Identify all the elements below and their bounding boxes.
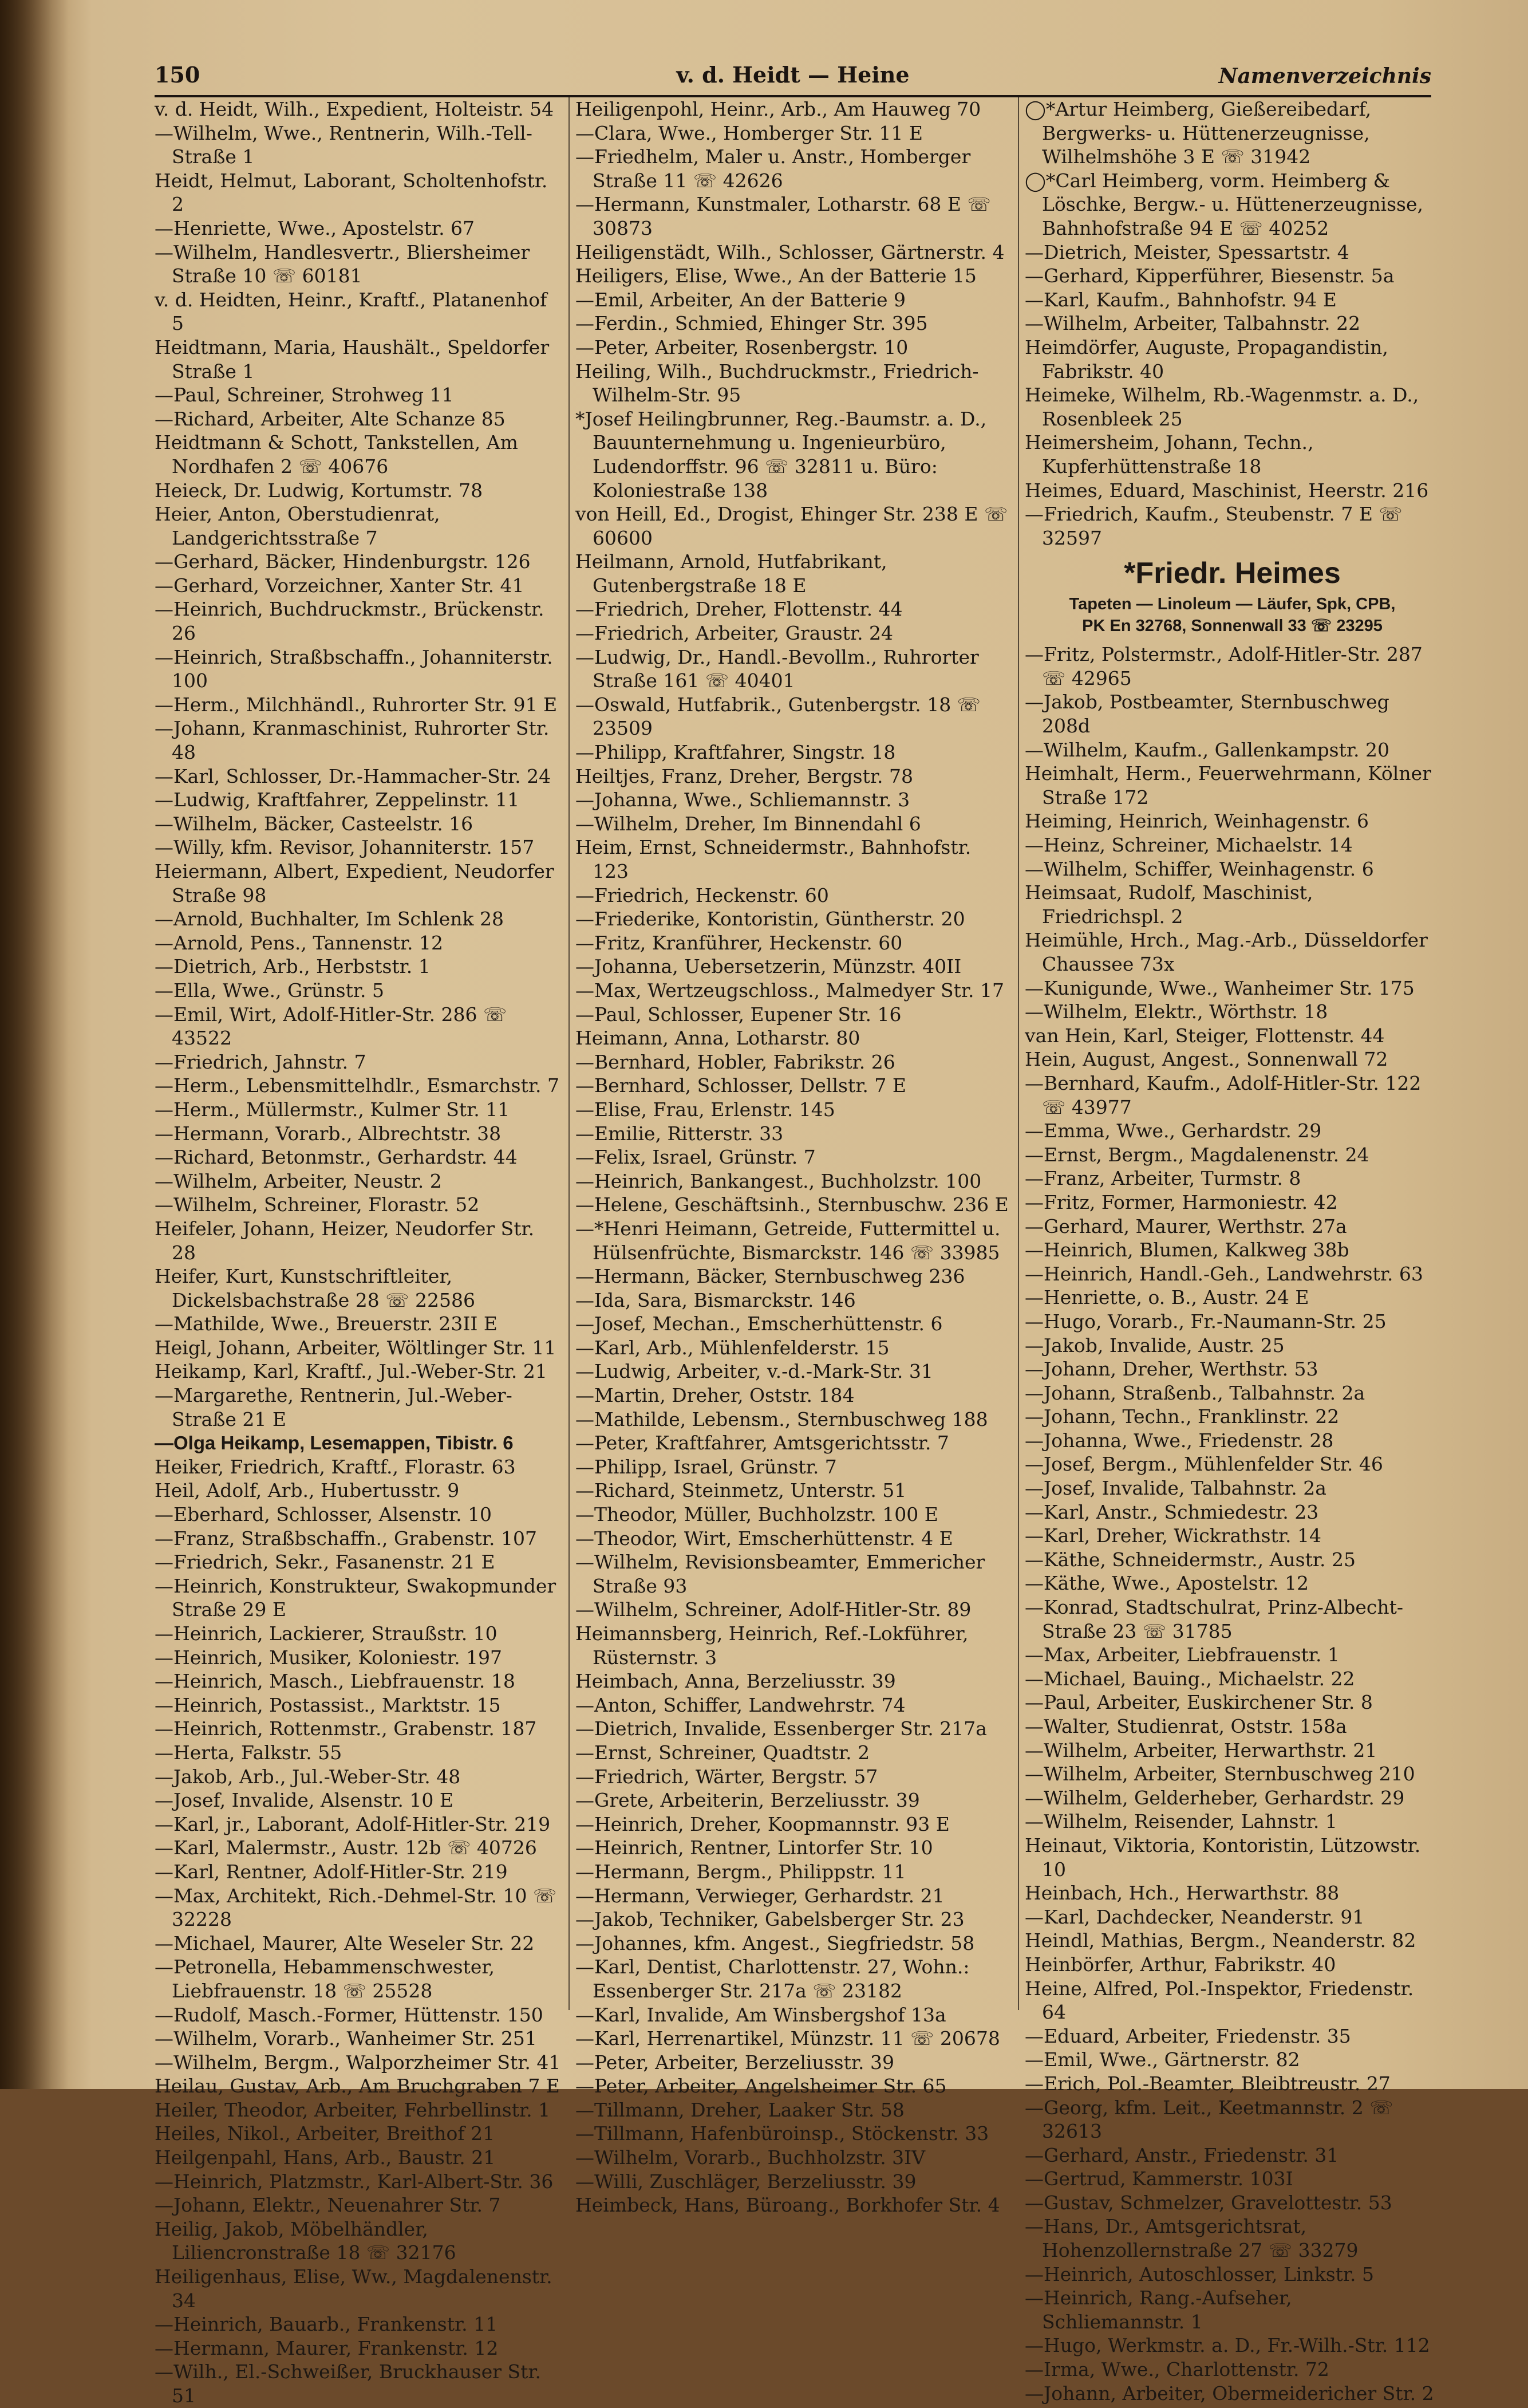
directory-entry: —Hermann, Maurer, Frankenstr. 12 <box>155 2336 499 2359</box>
directory-entry: —Friedrich, Kaufm., Steubenstr. 7 E ☏ 32597 <box>1025 503 1403 549</box>
directory-entry: Heindl, Mathias, Bergm., Neanderstr. 82 <box>1025 1929 1416 1952</box>
directory-entry: —Hermann, Bergm., Philippstr. 11 <box>575 1860 906 1883</box>
directory-entry: —Wilhelm, Schreiner, Florastr. 52 <box>155 1193 480 1216</box>
directory-entry: —Dietrich, Invalide, Essenberger Str. 217a <box>575 1717 987 1740</box>
section-title: Namenverzeichnis <box>1218 64 1431 88</box>
directory-entry: —Johann, Arbeiter, Obermeidericher Str. 2 <box>1025 2382 1434 2405</box>
ad-title: *Friedr. Heimes <box>1124 557 1341 590</box>
directory-entry: —Tillmann, Hafenbüroinsp., Stöckenstr. 33 <box>575 2122 989 2145</box>
directory-entry: Heilau, Gustav, Arb., Am Bruchgraben 7 E <box>155 2075 560 2098</box>
book-spine-shadow <box>0 0 69 2089</box>
directory-entry: —Peter, Arbeiter, Berzeliusstr. 39 <box>575 2051 894 2074</box>
directory-entry: —Gerhard, Maurer, Werthstr. 27a <box>1025 1215 1347 1238</box>
directory-entry: —Emil, Wirt, Adolf-Hitler-Str. 286 ☏ 43522 <box>155 1003 507 1050</box>
directory-entry: —Konrad, Stadtschulrat, Prinz-Albecht-Straße 23 ☏ 31785 <box>1025 1596 1404 1642</box>
directory-entry: —Bernhard, Schlosser, Dellstr. 7 E <box>575 1074 906 1097</box>
directory-entry: —Johann, Kranmaschinist, Ruhrorter Str. 48 <box>155 717 550 764</box>
directory-entry: —Johanna, Wwe., Friedenstr. 28 <box>1025 1429 1334 1452</box>
directory-entry: —*Henri Heimann, Getreide, Futtermittel u. Hülsenfrüchte, Bismarckstr. 146 ☏ 33985 <box>575 1217 1001 1264</box>
directory-entry: —Wilhelm, Kaufm., Gallenkampstr. 20 <box>1025 738 1389 761</box>
directory-entry: —Ludwig, Arbeiter, v.-d.-Mark-Str. 31 <box>575 1360 933 1383</box>
directory-entry: Heiles, Nikol., Arbeiter, Breithof 21 <box>155 2122 495 2145</box>
directory-entry: Heil, Adolf, Arb., Hubertusstr. 9 <box>155 1479 460 1502</box>
directory-entry: —Johannes, kfm. Angest., Siegfriedstr. 58 <box>575 1932 975 1954</box>
directory-entry: —Wilhelm, Elektr., Wörthstr. 18 <box>1025 1000 1328 1023</box>
directory-entry: —Johann, Techn., Franklinstr. 22 <box>1025 1405 1340 1428</box>
directory-entry: —Helene, Geschäftsinh., Sternbuschw. 236 E <box>575 1193 1009 1216</box>
directory-entry: —Johann, Dreher, Werthstr. 53 <box>1025 1358 1318 1381</box>
directory-entry: —Josef, Invalide, Talbahnstr. 2a <box>1025 1477 1326 1500</box>
directory-entry: —Hugo, Werkmstr. a. D., Fr.-Wilh.-Str. 112 <box>1025 2334 1430 2357</box>
directory-entry: —Michael, Bauing., Michaelstr. 22 <box>1025 1667 1355 1690</box>
directory-entry: —Friederike, Kontoristin, Güntherstr. 20 <box>575 908 965 931</box>
directory-entry: —Fritz, Kranführer, Heckenstr. 60 <box>575 931 903 954</box>
directory-entry: —Wilhelm, Schiffer, Weinhagenstr. 6 <box>1025 857 1374 880</box>
directory-entry: Heigl, Johann, Arbeiter, Wöltlinger Str. 11 <box>155 1336 556 1359</box>
directory-entry: —Willi, Zuschläger, Berzeliusstr. 39 <box>575 2170 917 2193</box>
directory-entry: —Heinz, Schreiner, Michaelstr. 14 <box>1025 834 1353 857</box>
column-3-bottom-entries <box>1025 643 1440 2405</box>
directory-entry: Heimannsberg, Heinrich, Ref.-Lokführer, Rüsternstr. 3 <box>575 1622 969 1669</box>
directory-entry: —Heinrich, Rentner, Lintorfer Str. 10 <box>575 1836 933 1859</box>
directory-entry: Heim, Ernst, Schneidermstr., Bahnhofstr. 123 <box>575 836 972 882</box>
directory-entry: —Heinrich, Bankangest., Buchholzstr. 100 <box>575 1169 982 1192</box>
directory-entry: —Heinrich, Handl.-Geh., Landwehrstr. 63 <box>1025 1262 1423 1285</box>
directory-entry: van Hein, Karl, Steiger, Flottenstr. 44 <box>1025 1024 1385 1047</box>
directory-entry: —Philipp, Kraftfahrer, Singstr. 18 <box>575 741 896 764</box>
directory-entry: —Oswald, Hutfabrik., Gutenbergstr. 18 ☏ 23509 <box>575 693 981 740</box>
directory-entry: —Ida, Sara, Bismarckstr. 146 <box>575 1288 856 1311</box>
directory-entry: Heilig, Jakob, Möbelhändler, Liliencronstraße 18 ☏ 32176 <box>155 2217 456 2264</box>
directory-entry: Heimhalt, Herm., Feuerwehrmann, Kölner Straße 172 <box>1025 762 1431 809</box>
directory-entry: —Wilhelm, Bäcker, Casteelstr. 16 <box>155 812 473 835</box>
directory-entry: ◯*Carl Heimberg, vorm. Heimberg & Löschke, Bergw.- u. Hüttenerzeugnisse, Bahnhofstraße 94 E ☏ 40252 <box>1025 169 1423 239</box>
directory-entry: v. d. Heidten, Heinr., Kraftf., Platanenhof 5 <box>155 288 547 335</box>
directory-entry: —Hermann, Bäcker, Sternbuschweg 236 <box>575 1265 965 1288</box>
directory-entry: Heiler, Theodor, Arbeiter, Fehrbellinstr. 1 <box>155 2098 551 2121</box>
directory-entry: —Arnold, Buchhalter, Im Schlenk 28 <box>155 908 504 931</box>
directory-entry: —Jakob, Invalide, Austr. 25 <box>1025 1334 1285 1357</box>
directory-entry: —Hans, Dr., Amtsgerichtsrat, Hohenzollernstraße 27 ☏ 33279 <box>1025 2215 1359 2262</box>
directory-entry: —Richard, Betonmstr., Gerhardstr. 44 <box>155 1146 518 1169</box>
directory-entry: —Ferdin., Schmied, Ehinger Str. 395 <box>575 312 928 335</box>
page-number: 150 <box>155 62 200 88</box>
directory-entry: —Friedrich, Wärter, Bergstr. 57 <box>575 1765 878 1788</box>
directory-entry: Heine, Alfred, Pol.-Inspektor, Friedenstr. 64 <box>1025 1977 1414 2024</box>
directory-entry: Hein, August, Angest., Sonnenwall 72 <box>1025 1048 1388 1071</box>
directory-entry: Heiligers, Elise, Wwe., An der Batterie 15 <box>575 265 977 287</box>
directory-entry: —Gerhard, Kipperführer, Biesenstr. 5a <box>1025 265 1395 287</box>
directory-entry: —Johann, Straßenb., Talbahnstr. 2a <box>1025 1381 1365 1404</box>
directory-entry: —Max, Arbeiter, Liebfrauenstr. 1 <box>1025 1644 1340 1666</box>
directory-entry: —Wilhelm, Dreher, Im Binnendahl 6 <box>575 812 921 835</box>
directory-entry: —Friedrich, Arbeiter, Graustr. 24 <box>575 622 894 645</box>
directory-entry: —Wilhelm, Arbeiter, Talbahnstr. 22 <box>1025 312 1361 335</box>
directory-entry: —Josef, Mechan., Emscherhüttenstr. 6 <box>575 1313 943 1335</box>
directory-entry: —Theodor, Müller, Buchholzstr. 100 E <box>575 1503 938 1526</box>
directory-entry: Heimbach, Anna, Berzeliusstr. 39 <box>575 1670 896 1693</box>
directory-entry: —Karl, Invalide, Am Winsbergshof 13a <box>575 2003 946 2026</box>
directory-entry: v. d. Heidt, Wilh., Expedient, Holteistr. 54 <box>155 98 554 120</box>
directory-entry: —Erich, Pol.-Beamter, Bleibtreustr. 27 <box>1025 2072 1391 2095</box>
page-header <box>155 60 1431 97</box>
directory-entry: —Wilhelm, Wwe., Rentnerin, Wilh.-Tell-Straße 1 <box>155 121 532 168</box>
directory-entry: —Walter, Studienrat, Oststr. 158a <box>1025 1715 1347 1737</box>
directory-entry: —Heinrich, Autoschlosser, Linkstr. 5 <box>1025 2263 1375 2285</box>
directory-entry: —Friedhelm, Maler u. Anstr., Homberger Straße 11 ☏ 42626 <box>575 145 971 192</box>
directory-entry: —Dietrich, Meister, Spessartstr. 4 <box>1025 241 1349 263</box>
directory-entry: —Bernhard, Hobler, Fabrikstr. 26 <box>575 1050 895 1073</box>
directory-entry: —Peter, Arbeiter, Rosenbergstr. 10 <box>575 336 909 358</box>
directory-entry: —Mathilde, Lebensm., Sternbuschweg 188 <box>575 1408 988 1430</box>
directory-entry: —Heinrich, Dreher, Koopmannstr. 93 E <box>575 1812 950 1835</box>
directory-entry: —Wilhelm, Arbeiter, Neustr. 2 <box>155 1169 442 1192</box>
directory-entry: —Gerhard, Vorzeichner, Xanter Str. 41 <box>155 574 524 597</box>
directory-entry: Heiling, Wilh., Buchdruckmstr., Friedrich-Wilhelm-Str. 95 <box>575 360 979 407</box>
directory-entry: —Paul, Schlosser, Eupener Str. 16 <box>575 1003 902 1026</box>
column-3 <box>1025 97 1440 2405</box>
directory-entry: ◯*Artur Heimberg, Gießereibedarf, Bergwerks- u. Hüttenerzeugnisse, Wilhelmshöhe 3 E ☏ 31942 <box>1025 98 1372 168</box>
directory-entry: —Elise, Frau, Erlenstr. 145 <box>575 1098 835 1121</box>
directory-entry: —Jakob, Postbeamter, Sternbuschweg 208d <box>1025 691 1389 738</box>
directory-entry: —Franz, Arbeiter, Turmstr. 8 <box>1025 1167 1301 1190</box>
directory-entry: —Gerhard, Anstr., Friedenstr. 31 <box>1025 2143 1339 2166</box>
directory-entry: —Martin, Dreher, Oststr. 184 <box>575 1384 855 1407</box>
directory-entry: —Wilhelm, Bergm., Walporzheimer Str. 41 <box>155 2051 561 2074</box>
directory-entry: —Friedrich, Jahnstr. 7 <box>155 1050 366 1073</box>
directory-entry: —Emilie, Ritterstr. 33 <box>575 1122 784 1145</box>
directory-entry: —Wilhelm, Arbeiter, Sternbuschweg 210 <box>1025 1763 1415 1786</box>
directory-entry: —Johann, Elektr., Neuenahrer Str. 7 <box>155 2194 501 2217</box>
directory-entry: —Hermann, Vorarb., Albrechtstr. 38 <box>155 1122 502 1145</box>
directory-entry: —Wilhelm, Vorarb., Wanheimer Str. 251 <box>155 2027 537 2050</box>
directory-entry: —Clara, Wwe., Homberger Str. 11 E <box>575 121 923 144</box>
directory-entry: —Karl, Malermstr., Austr. 12b ☏ 40726 <box>155 1836 537 1859</box>
directory-entry: —Wilhelm, Gelderheber, Gerhardstr. 29 <box>1025 1786 1405 1809</box>
directory-entry: —Henriette, Wwe., Apostelstr. 67 <box>155 216 475 239</box>
directory-entry: —Georg, kfm. Leit., Keetmannstr. 2 ☏ 32613 <box>1025 2096 1393 2143</box>
directory-entry: Heiligenhaus, Elise, Ww., Magdalenenstr. 34 <box>155 2265 552 2312</box>
directory-entry: —Friedrich, Heckenstr. 60 <box>575 884 829 907</box>
directory-entry: Heikamp, Karl, Kraftf., Jul.-Weber-Str. 21 <box>155 1360 547 1383</box>
directory-entry: Heilgenpahl, Hans, Arb., Baustr. 21 <box>155 2146 496 2169</box>
directory-entry: Heiltjes, Franz, Dreher, Bergstr. 78 <box>575 764 913 787</box>
directory-entry: —Peter, Kraftfahrer, Amtsgerichtsstr. 7 <box>575 1432 949 1455</box>
directory-entry: —Herta, Falkstr. 55 <box>155 1741 342 1764</box>
directory-entry: Heimühle, Hrch., Mag.-Arb., Düsseldorfer Chaussee 73x <box>1025 929 1428 975</box>
directory-entry: —Eberhard, Schlosser, Alsenstr. 10 <box>155 1503 492 1526</box>
directory-entry: Heimsaat, Rudolf, Maschinist, Friedrichspl. 2 <box>1025 881 1313 928</box>
directory-entry: —Heinrich, Konstrukteur, Swakopmunder Straße 29 E <box>155 1574 556 1621</box>
directory-entry: Heimes, Eduard, Maschinist, Heerstr. 216 <box>1025 479 1429 502</box>
directory-entry: —Philipp, Israel, Grünstr. 7 <box>575 1455 837 1478</box>
column-1 <box>155 97 564 2407</box>
ad-line-1: Tapeten — Linoleum — Läufer, Spk, CPB, <box>1069 595 1396 614</box>
directory-entry: —Wilhelm, Reisender, Lahnstr. 1 <box>1025 1810 1337 1833</box>
directory-entry: Heidtmann & Schott, Tankstellen, Am Nordhafen 2 ☏ 40676 <box>155 431 518 478</box>
directory-entry: —Heinrich, Lackierer, Straußstr. 10 <box>155 1622 498 1645</box>
directory-entry: —Hugo, Vorarb., Fr.-Naumann-Str. 25 <box>1025 1310 1387 1333</box>
directory-entry: —Irma, Wwe., Charlottenstr. 72 <box>1025 2358 1329 2381</box>
directory-entry: —Arnold, Pens., Tannenstr. 12 <box>155 931 444 954</box>
directory-entry: Heifeler, Johann, Heizer, Neudorfer Str. 28 <box>155 1217 535 1264</box>
directory-entry: —Richard, Steinmetz, Unterstr. 51 <box>575 1479 907 1502</box>
directory-entry: —Henriette, o. B., Austr. 24 E <box>1025 1286 1309 1309</box>
directory-entry: —Ella, Wwe., Grünstr. 5 <box>155 979 384 1002</box>
directory-entry: —Friedrich, Sekr., Fasanenstr. 21 E <box>155 1551 495 1574</box>
directory-entry: —Emil, Arbeiter, An der Batterie 9 <box>575 288 906 311</box>
directory-entry: —Josef, Invalide, Alsenstr. 10 E <box>155 1789 453 1812</box>
directory-entry: —Richard, Arbeiter, Alte Schanze 85 <box>155 407 506 430</box>
directory-entry: —Gertrud, Kammerstr. 103I <box>1025 2167 1293 2190</box>
directory-entry: —Herm., Milchhändl., Ruhrorter Str. 91 E <box>155 693 558 716</box>
directory-entry: —Eduard, Arbeiter, Friedenstr. 35 <box>1025 2024 1351 2047</box>
directory-entry: —Gerhard, Bäcker, Hindenburgstr. 126 <box>155 550 531 573</box>
directory-entry: Heidt, Helmut, Laborant, Scholtenhofstr. 2 <box>155 169 548 216</box>
directory-entry: —Herm., Lebensmittelhdlr., Esmarchstr. 7 <box>155 1074 559 1097</box>
directory-entry: —Karl, Herrenartikel, Münzstr. 11 ☏ 20678 <box>575 2027 1000 2050</box>
column-divider-1 <box>568 97 570 2010</box>
directory-entry: —Petronella, Hebammenschwester, Liebfrauenstr. 18 ☏ 25528 <box>155 1956 495 2002</box>
directory-entry: —Tillmann, Dreher, Laaker Str. 58 <box>575 2098 905 2121</box>
directory-entry: —Paul, Schreiner, Strohweg 11 <box>155 384 454 407</box>
directory-entry: —Emil, Wwe., Gärtnerstr. 82 <box>1025 2048 1300 2071</box>
directory-entry: —Emma, Wwe., Gerhardstr. 29 <box>1025 1120 1322 1142</box>
directory-entry: —Hermann, Verwieger, Gerhardstr. 21 <box>575 1884 945 1907</box>
running-title: v. d. Heidt — Heine <box>676 62 910 88</box>
directory-entry: —Heinrich, Postassist., Marktstr. 15 <box>155 1693 501 1716</box>
directory-entry: —Johanna, Wwe., Schliemannstr. 3 <box>575 789 910 811</box>
directory-entry: —Heinrich, Platzmstr., Karl-Albert-Str. 36 <box>155 2170 554 2193</box>
directory-entry: —Wilhelm, Handlesvertr., Bliersheimer Straße 10 ☏ 60181 <box>155 241 530 287</box>
directory-entry: —Bernhard, Kaufm., Adolf-Hitler-Str. 122 ☏ 43977 <box>1025 1071 1422 1118</box>
directory-entry: Heimdörfer, Auguste, Propagandistin, Fabrikstr. 40 <box>1025 336 1388 383</box>
ad-line-2: PK En 32768, Sonnenwall 33 ☏ 23295 <box>1082 617 1383 636</box>
directory-entry: Heinbach, Hch., Herwarthstr. 88 <box>1025 1882 1340 1905</box>
directory-entry: Heiming, Heinrich, Weinhagenstr. 6 <box>1025 810 1369 833</box>
directory-entry: Heinaut, Viktoria, Kontoristin, Lützowstr. 10 <box>1025 1834 1421 1881</box>
directory-entry: von Heill, Ed., Drogist, Ehinger Str. 238 E ☏ 60600 <box>575 503 1008 549</box>
directory-entry: —Michael, Maurer, Alte Weseler Str. 22 <box>155 1932 535 1954</box>
directory-entry: —Jakob, Arb., Jul.-Weber-Str. 48 <box>155 1765 461 1788</box>
directory-entry: —Dietrich, Arb., Herbststr. 1 <box>155 955 431 978</box>
directory-entry: —Karl, Schlosser, Dr.-Hammacher-Str. 24 <box>155 764 551 787</box>
directory-entry: —Wilhelm, Vorarb., Buchholzstr. 3IV <box>575 2146 926 2169</box>
directory-entry: —Herm., Müllermstr., Kulmer Str. 11 <box>155 1098 510 1121</box>
directory-entry: —Wilhelm, Revisionsbeamter, Emmericher Straße 93 <box>575 1551 985 1597</box>
directory-entry: *Josef Heilingbrunner, Reg.-Baumstr. a. D., Bauunternehmung u. Ingenieurbüro, Ludendorffstr. 96 ☏ 32811 u. Büro: Koloniestraße 138 <box>575 407 987 502</box>
directory-entry: Heimersheim, Johann, Techn., Kupferhüttenstraße 18 <box>1025 431 1314 478</box>
directory-entry: —Heinrich, Masch., Liebfrauenstr. 18 <box>155 1670 515 1693</box>
directory-entry: —Heinrich, Bauarb., Frankenstr. 11 <box>155 2313 498 2336</box>
directory-entry: —Gustav, Schmelzer, Gravelottestr. 53 <box>1025 2191 1392 2214</box>
directory-entry: —Wilhelm, Arbeiter, Herwarthstr. 21 <box>1025 1739 1377 1761</box>
directory-entry: Heilmann, Arnold, Hutfabrikant, Gutenbergstraße 18 E <box>575 550 887 597</box>
directory-entry: —Käthe, Wwe., Apostelstr. 12 <box>1025 1572 1309 1595</box>
directory-entry: Heimbeck, Hans, Büroang., Borkhofer Str. 4 <box>575 2194 1000 2217</box>
directory-entry: Heifer, Kurt, Kunstschriftleiter, Dickelsbachstraße 28 ☏ 22586 <box>155 1265 475 1311</box>
directory-entry: —Karl, Anstr., Schmiedestr. 23 <box>1025 1500 1319 1523</box>
directory-entry: —Karl, Dachdecker, Neanderstr. 91 <box>1025 1905 1365 1928</box>
directory-entry: Heimann, Anna, Lotharstr. 80 <box>575 1027 860 1050</box>
directory-entry: —Heinrich, Buchdruckmstr., Brückenstr. 26 <box>155 598 544 645</box>
directory-entry: —Johanna, Uebersetzerin, Münzstr. 40II <box>575 955 962 978</box>
directory-entry: —Wilhelm, Schreiner, Adolf-Hitler-Str. 89 <box>575 1598 972 1621</box>
directory-entry: —Max, Architekt, Rich.-Dehmel-Str. 10 ☏ 32228 <box>155 1884 557 1931</box>
directory-entry: —Olga Heikamp, Lesemappen, Tibistr. 6 <box>155 1432 514 1454</box>
directory-entry: —Peter, Arbeiter, Angelsheimer Str. 65 <box>575 2075 947 2098</box>
directory-entry: —Rudolf, Masch.-Former, Hüttenstr. 150 <box>155 2003 543 2026</box>
directory-entry: —Kunigunde, Wwe., Wanheimer Str. 175 <box>1025 976 1415 999</box>
directory-entry: —Karl, Kaufm., Bahnhofstr. 94 E <box>1025 288 1337 311</box>
directory-entry: —Heinrich, Rottenmstr., Grabenstr. 187 <box>155 1717 537 1740</box>
directory-entry: —Hermann, Kunstmaler, Lotharstr. 68 E ☏ 30873 <box>575 193 991 239</box>
directory-entry: —Wilh., El.-Schweißer, Bruckhauser Str. 51 <box>155 2360 542 2407</box>
directory-entry: —Ernst, Bergm., Magdalenenstr. 24 <box>1025 1143 1369 1166</box>
column-divider-2 <box>1018 97 1019 2010</box>
directory-entry: —Karl, Arb., Mühlenfelderstr. 15 <box>575 1336 890 1359</box>
directory-entry: —Heinrich, Musiker, Koloniestr. 197 <box>155 1646 503 1669</box>
directory-entry: —Grete, Arbeiterin, Berzeliusstr. 39 <box>575 1789 920 1812</box>
directory-entry: —Ernst, Schreiner, Quadtstr. 2 <box>575 1741 870 1764</box>
directory-entry: —Ludwig, Dr., Handl.-Bevollm., Ruhrorter Straße 161 ☏ 40401 <box>575 645 979 692</box>
directory-entry: —Heinrich, Straßbschaffn., Johanniterstr. 100 <box>155 645 553 692</box>
directory-entry: —Josef, Bergm., Mühlenfelder Str. 46 <box>1025 1453 1383 1476</box>
directory-entry: Heidtmann, Maria, Haushält., Speldorfer Straße 1 <box>155 336 550 383</box>
directory-entry: —Karl, jr., Laborant, Adolf-Hitler-Str. 219 <box>155 1812 551 1835</box>
directory-entry: Heiker, Friedrich, Kraftf., Florastr. 63 <box>155 1455 516 1478</box>
directory-entry: Heinbörfer, Arthur, Fabrikstr. 40 <box>1025 1953 1336 1976</box>
directory-entry: —Fritz, Polstermstr., Adolf-Hitler-Str. 287 ☏ 42965 <box>1025 643 1423 689</box>
advertisement <box>1025 550 1440 643</box>
directory-entry: —Willy, kfm. Revisor, Johanniterstr. 157 <box>155 836 535 859</box>
column-3-top-entries <box>1025 97 1440 550</box>
directory-entry: Heiermann, Albert, Expedient, Neudorfer Straße 98 <box>155 860 554 907</box>
directory-entry: —Ludwig, Kraftfahrer, Zeppelinstr. 11 <box>155 789 520 811</box>
directory-entry: —Heinrich, Blumen, Kalkweg 38b <box>1025 1239 1349 1262</box>
directory-entry: Heimeke, Wilhelm, Rb.-Wagenmstr. a. D., Rosenbleek 25 <box>1025 384 1419 430</box>
directory-entry: —Heinrich, Rang.-Aufseher, Schliemannstr. 1 <box>1025 2287 1292 2333</box>
directory-entry: Heieck, Dr. Ludwig, Kortumstr. 78 <box>155 479 483 502</box>
directory-entry: —Fritz, Former, Harmoniestr. 42 <box>1025 1191 1338 1213</box>
directory-entry: —Theodor, Wirt, Emscherhüttenstr. 4 E <box>575 1527 953 1550</box>
directory-entry: —Mathilde, Wwe., Breuerstr. 23II E <box>155 1313 498 1335</box>
directory-entry: —Jakob, Techniker, Gabelsberger Str. 23 <box>575 1908 965 1931</box>
directory-entry: —Friedrich, Dreher, Flottenstr. 44 <box>575 598 903 621</box>
directory-entry: —Max, Wertzeugschloss., Malmedyer Str. 17 <box>575 979 1004 1002</box>
column-2 <box>575 97 1010 2217</box>
directory-entry: —Karl, Rentner, Adolf-Hitler-Str. 219 <box>155 1860 508 1883</box>
directory-entry: —Margarethe, Rentnerin, Jul.-Weber-Straße 21 E <box>155 1384 512 1430</box>
directory-entry: —Karl, Dentist, Charlottenstr. 27, Wohn.: Essenberger Str. 217a ☏ 23182 <box>575 1956 970 2002</box>
directory-entry: —Käthe, Schneidermstr., Austr. 25 <box>1025 1548 1356 1571</box>
directory-entry: —Felix, Israel, Grünstr. 7 <box>575 1146 816 1169</box>
directory-entry: Heiligenstädt, Wilh., Schlosser, Gärtnerstr. 4 <box>575 241 1005 263</box>
directory-entry: —Anton, Schiffer, Landwehrstr. 74 <box>575 1693 906 1716</box>
directory-entry: —Karl, Dreher, Wickrathstr. 14 <box>1025 1524 1321 1547</box>
directory-entry: Heiligenpohl, Heinr., Arb., Am Hauweg 70 <box>575 98 981 120</box>
directory-entry: —Franz, Straßbschaffn., Grabenstr. 107 <box>155 1527 537 1550</box>
directory-entry: Heier, Anton, Oberstudienrat, Landgerichtsstraße 7 <box>155 503 440 549</box>
directory-entry: —Paul, Arbeiter, Euskirchener Str. 8 <box>1025 1691 1373 1714</box>
